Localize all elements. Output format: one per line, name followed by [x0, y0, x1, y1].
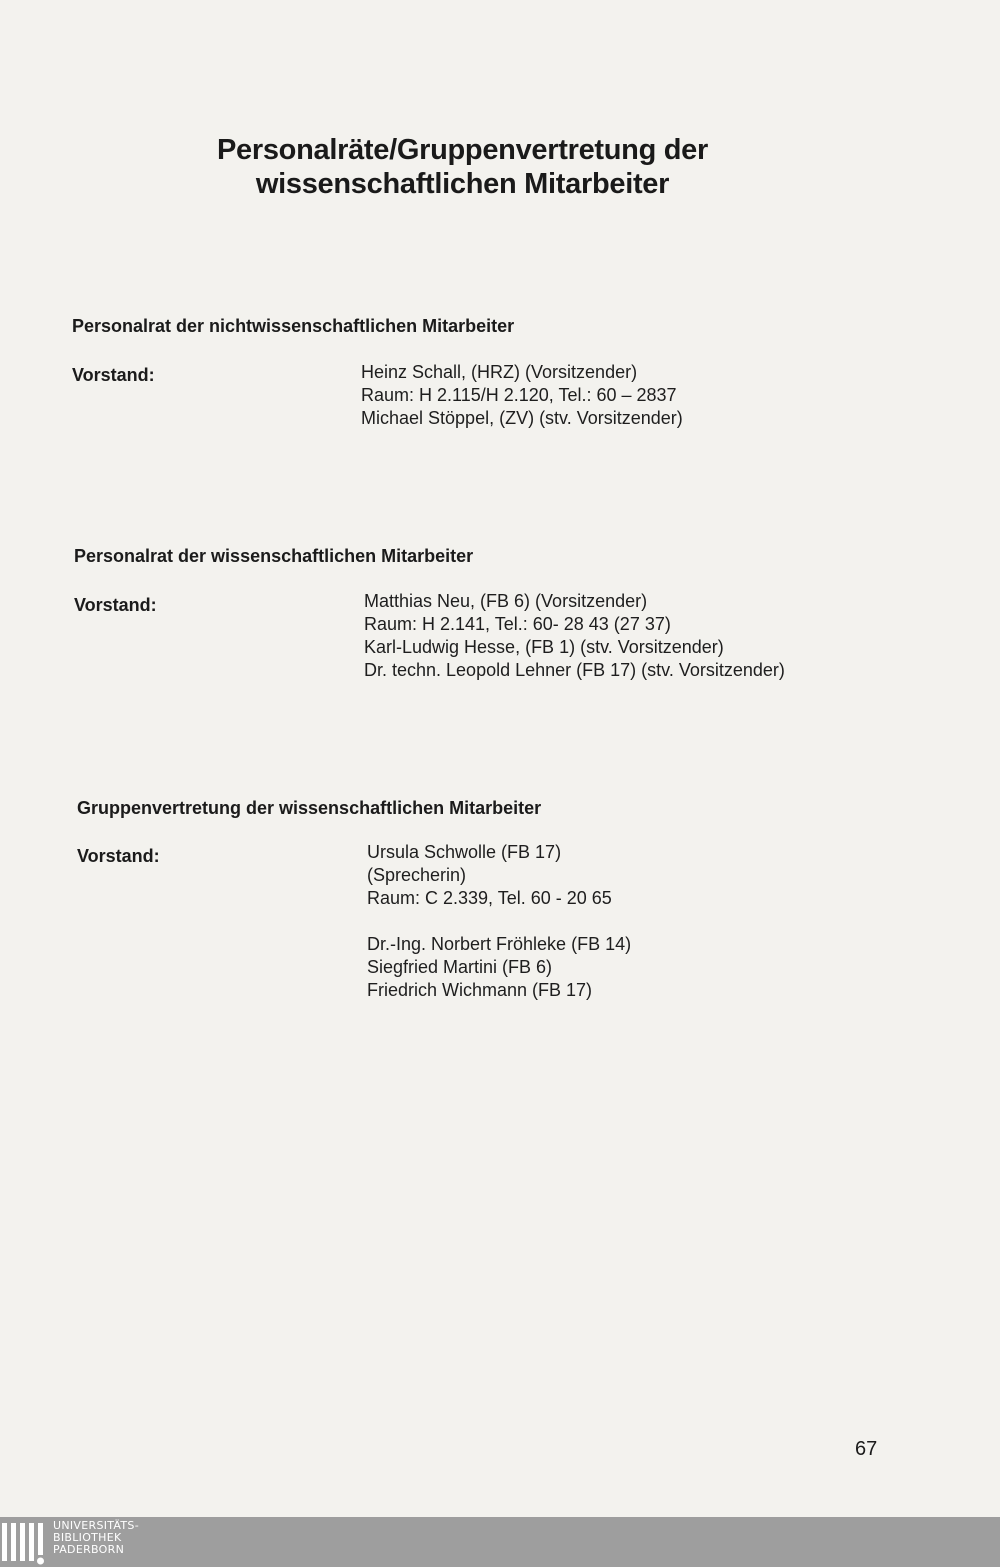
library-footer-bar	[0, 1517, 1000, 1567]
entry-line: Dr.-Ing. Norbert Fröhleke (FB 14)	[367, 934, 632, 954]
library-name-line: BIBLIOTHEK	[53, 1531, 122, 1544]
entry-line: Raum: H 2.115/H 2.120, Tel.: 60 – 2837	[361, 385, 677, 405]
entry-line: Raum: H 2.141, Tel.: 60- 28 43 (27 37)	[364, 614, 671, 634]
section-heading-nichtwiss-personalrat: Personalrat der nichtwissenschaftlichen Mitarbeiter	[72, 316, 515, 336]
vorstand-label: Vorstand:	[77, 846, 160, 866]
vorstand-entries	[367, 841, 631, 1002]
entry-line: Dr. techn. Leopold Lehner (FB 17) (stv. Vorsitzender)	[364, 660, 785, 680]
library-name-line: PADERBORN	[53, 1543, 125, 1556]
library-name-line: UNIVERSITÄTS-	[53, 1519, 139, 1532]
section-heading-gruppenvertretung: Gruppenvertretung der wissenschaftlichen Mitarbeiter	[77, 798, 542, 818]
entry-line: Karl-Ludwig Hesse, (FB 1) (stv. Vorsitzender)	[364, 637, 724, 657]
entry-line: Siegfried Martini (FB 6)	[367, 957, 553, 977]
page-title	[100, 133, 825, 201]
library-name	[53, 1520, 139, 1556]
vorstand-entries	[361, 361, 683, 430]
entry-line: Heinz Schall, (HRZ) (Vorsitzender)	[361, 362, 638, 382]
page-number: 67	[855, 1438, 878, 1460]
entry-line: Raum: C 2.339, Tel. 60 - 20 65	[367, 888, 612, 908]
entry-line: Ursula Schwolle (FB 17)	[367, 842, 562, 862]
entry-line: Matthias Neu, (FB 6) (Vorsitzender)	[364, 591, 648, 611]
entry-line: (Sprecherin)	[367, 865, 467, 885]
page-title-line-2: wissenschaftlichen Mitarbeiter	[255, 168, 670, 200]
vorstand-label: Vorstand:	[72, 365, 155, 385]
library-barcode-logo-icon	[2, 1517, 50, 1567]
entry-line: Friedrich Wichmann (FB 17)	[367, 980, 593, 1000]
section-heading-wiss-personalrat: Personalrat der wissenschaftlichen Mitarbeiter	[74, 546, 474, 566]
page-title-line-1: Personalräte/Gruppenvertretung der	[217, 134, 708, 166]
vorstand-entries	[364, 590, 785, 682]
vorstand-label: Vorstand:	[74, 595, 157, 615]
entry-spacer	[367, 910, 631, 933]
entry-line: Michael Stöppel, (ZV) (stv. Vorsitzender)	[361, 408, 683, 428]
